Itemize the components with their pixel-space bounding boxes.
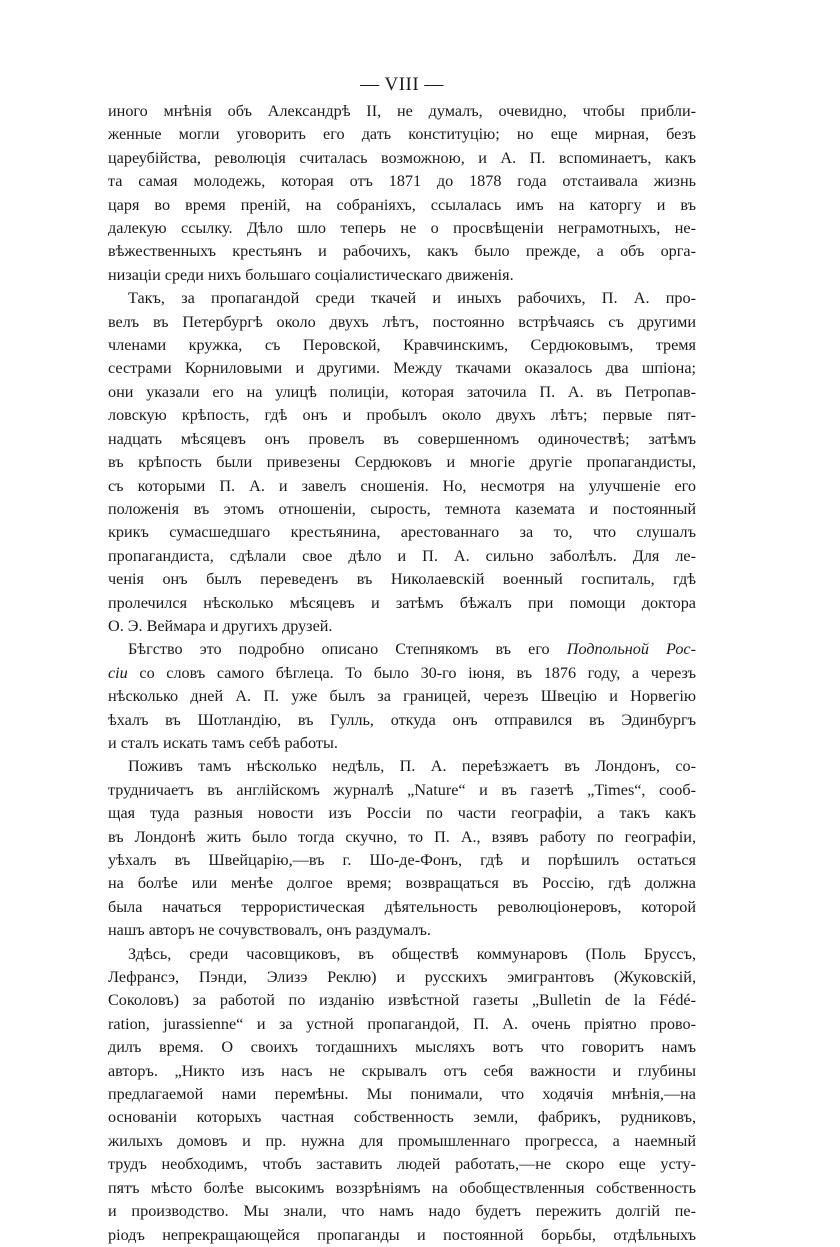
- text-line-with-italic: сіи со словъ самого бѣглеца. То было 30-го іюня, въ 1876 году, а черезъ: [108, 663, 696, 682]
- text-line: ration, jurassienne“ и за устной пропагандой, П. А. очень пріятно прово-: [108, 1014, 696, 1033]
- text-line: пролечился нѣсколько мѣсяцевъ и затѣмъ бѣжалъ при помощи доктора: [108, 593, 696, 612]
- text-line: предлагаемой нами перемѣны. Мы понимали, что ходячія мнѣнія,—на: [108, 1085, 696, 1104]
- italic-title: сіи: [108, 663, 128, 682]
- text-line: членами кружка, съ Перовской, Кравчинскимъ, Сердюковымъ, тремя: [108, 336, 696, 355]
- text-line: авторъ. „Никто изъ насъ не скрывалъ отъ себя важности и глубины: [108, 1061, 696, 1080]
- text-line: иного мнѣнія объ Александрѣ II, не думалъ, очевидно, чтобы прибли-: [108, 102, 696, 120]
- text-line: ловскую крѣпость, гдѣ онъ и пробылъ около двухъ лѣтъ; первые пят-: [108, 406, 696, 425]
- text-line: дилъ время. О своихъ тогдашнихъ мысляхъ вотъ что говоритъ намъ: [108, 1038, 696, 1057]
- text-line: надцать мѣсяцевъ онъ провелъ въ совершенномъ одиночествѣ; затѣмъ: [108, 429, 696, 448]
- paragraph-1: [108, 100, 696, 287]
- text-line: нѣсколько дней А. П. уже былъ за границей, черезъ Швецію и Норвегію: [108, 687, 696, 706]
- text-line: Такъ, за пропагандой среди ткачей и иныхъ рабочихъ, П. А. про-: [128, 289, 696, 308]
- text-line-with-italic: Бѣгство это подробно описано Степнякомъ въ его Подпольной Рос-: [128, 640, 696, 659]
- paragraph-4: [108, 755, 696, 942]
- italic-title: Подпольной Рос-: [566, 640, 696, 659]
- text-line: О. Э. Веймара и другихъ друзей.: [108, 616, 333, 635]
- text-line: уѣхалъ въ Швейцарію,—въ г. Шо-де-Фонъ, гдѣ и порѣшилъ остаться: [108, 851, 696, 869]
- text-line: основаніи которыхъ частная собственность земли, фабрикъ, рудниковъ,: [108, 1108, 696, 1127]
- text-line: положенія въ этомъ отношеніи, сырость, темнота каземата и постоянный: [108, 499, 696, 518]
- text-line: и сталъ искать тамъ себѣ работы.: [108, 733, 338, 752]
- text-line: жилыхъ домовъ и пр. нужна для промышленнаго прогресса, а наемный: [108, 1131, 696, 1150]
- text-line: далекую ссылку. Дѣло шло теперь не о просвѣщеніи неграмотныхъ, не-: [108, 219, 696, 238]
- text-line: была начаться террористическая дѣятельность революціонеровъ, которой: [108, 897, 696, 916]
- text-line: Поживъ тамъ нѣсколько недѣль, П. А. переѣзжаетъ въ Лондонъ, со-: [128, 757, 696, 776]
- text-line: Лефрансэ, Пэнди, Элизэ Реклю) и русскихъ эмигрантовъ (Жуковскій,: [108, 968, 696, 987]
- paragraph-3: [108, 638, 696, 755]
- text-line: Соколовъ) за работой по изданію извѣстной газеты „Bulletin de la Fédé-: [108, 991, 696, 1010]
- paragraph-2: [108, 287, 696, 638]
- text-line: велъ въ Петербургѣ около двухъ лѣтъ, постоянно встрѣчаясь съ другими: [108, 312, 696, 331]
- text-line: щая туда разныя новости изъ Россіи по части географіи, а такъ какъ: [108, 804, 696, 823]
- text-line: пятъ мѣсто болѣе высокимъ воззрѣніямъ на обобществленныя собственность: [108, 1178, 696, 1197]
- page-number-header: — VIII —: [360, 74, 444, 95]
- text-line: пропагандиста, сдѣлали свое дѣло и П. А. сильно заболѣлъ. Для ле-: [108, 546, 696, 565]
- text-line: царя во время преній, на собраніяхъ, ссылалась имъ на каторгу и въ: [108, 195, 696, 214]
- text-line: въ Лондонѣ жить было тогда скучно, то П. А., взявъ работу по географіи,: [108, 827, 696, 846]
- text-line: и производство. Мы знали, что намъ надо будетъ пережить долгій пе-: [108, 1202, 696, 1221]
- text-line: ѣхалъ въ Шотландію, въ Гулль, откуда онъ отправился въ Эдинбургъ: [108, 710, 696, 729]
- text-line: та самая молодежь, которая отъ 1871 до 1878 года отстаивала жизнь: [108, 172, 696, 191]
- text-line: съ которыми П. А. и завелъ сношенія. Но, несмотря на улучшеніе его: [108, 476, 696, 495]
- text-line: ченія онъ былъ переведенъ въ Николаевскій военный госпиталь, гдѣ: [108, 570, 696, 589]
- text-line: вѣжественныхъ крестьянъ и рабочихъ, какъ было прежде, а объ орга-: [108, 242, 696, 261]
- text-line: они указали его на улицѣ полиціи, которая заточила П. А. въ Петропав-: [108, 382, 696, 401]
- text-line: ріодъ непрекращающейся пропаганды и постоянной борьбы, отдѣльныхъ: [108, 1225, 696, 1244]
- text-line: нашъ авторъ не сочувствовалъ, онъ раздумалъ.: [108, 921, 431, 940]
- text-line: сестрами Корниловыми и другими. Между ткачами оказалось два шпіона;: [108, 359, 696, 378]
- text-line: въ крѣпость были привезены Сердюковъ и многіе другіе пропагандисты,: [108, 453, 696, 472]
- text-line: Здѣсь, среди часовщиковъ, въ обществѣ коммунаровъ (Поль Бруссъ,: [128, 944, 696, 963]
- text-line: на болѣе или менѣе долгое время; возвращаться въ Россію, гдѣ должна: [108, 874, 696, 893]
- text-line: женные могли уговорить его дать конституцію; но еще мирная, безъ: [108, 125, 696, 144]
- text-line: низаціи среди нихъ большаго соціалистическаго движенія.: [108, 265, 514, 284]
- text-line: цареубійства, революція считалась возможною, и А. П. вспоминаетъ, какъ: [108, 148, 696, 167]
- text-line: крикъ сумасшедшаго крестьянина, арестованнаго за то, что слушалъ: [108, 523, 696, 542]
- text-line: трудничаетъ въ англійскомъ журналѣ „Nature“ и въ газетѣ „Times“, сооб-: [108, 780, 696, 799]
- text-line: трудъ необходимъ, чтобъ заставить людей работать,—не скоро еще усту-: [108, 1155, 696, 1174]
- page-body: [108, 72, 696, 1247]
- paragraph-5: [108, 943, 696, 1247]
